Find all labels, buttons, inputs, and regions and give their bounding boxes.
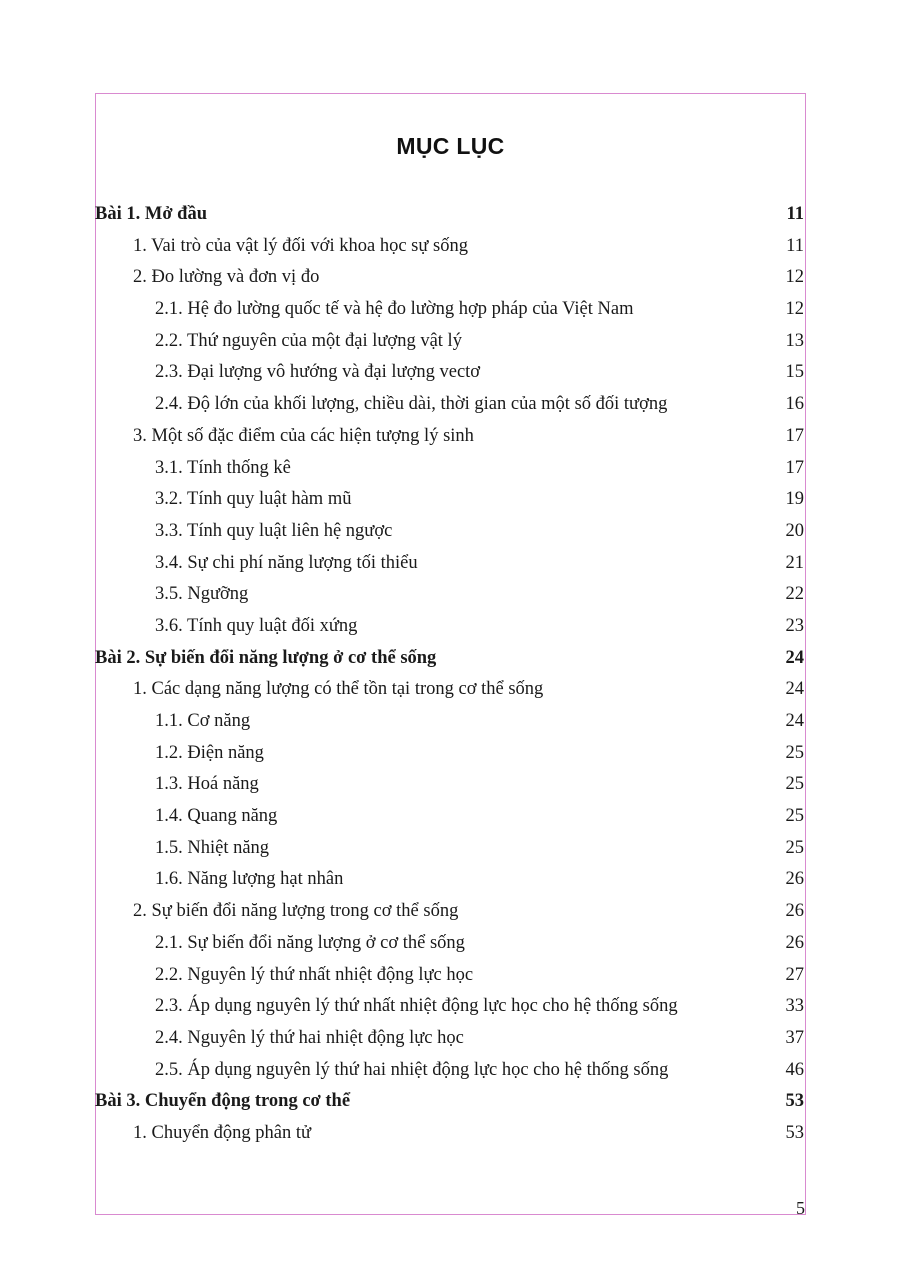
toc-subsection-entry[interactable]	[95, 801, 806, 833]
toc-entry-page-number: 46	[785, 1059, 804, 1080]
table-of-contents	[95, 199, 806, 1150]
toc-entry-title: 2. Đo lường và đơn vị đo	[133, 267, 320, 288]
toc-entry-page-number: 17	[785, 457, 804, 478]
toc-entry-page-number: 24	[785, 711, 804, 731]
toc-section-entry[interactable]	[95, 421, 806, 453]
toc-entry-page-number: 26	[785, 932, 804, 953]
toc-subsection-entry[interactable]	[95, 484, 806, 516]
toc-entry-title: 2.1. Sự biến đổi năng lượng ở cơ thể sống	[155, 932, 465, 953]
toc-subsection-entry[interactable]	[95, 738, 806, 770]
toc-entry-title: 1.4. Quang năng	[155, 806, 278, 827]
toc-entry-page-number: 11	[786, 204, 804, 224]
toc-entry-title: 2.2. Nguyên lý thứ nhất nhiệt động lực học	[155, 964, 474, 985]
toc-entry-page-number: 37	[785, 1027, 804, 1048]
toc-subsection-entry[interactable]	[95, 389, 806, 421]
toc-entry-page-number: 53	[785, 1122, 804, 1143]
toc-entry-page-number: 21	[785, 552, 804, 573]
page-number: 5	[796, 1198, 805, 1218]
toc-subsection-entry[interactable]	[95, 991, 806, 1023]
toc-lesson-entry[interactable]	[95, 199, 806, 231]
toc-subsection-entry[interactable]	[95, 548, 806, 580]
toc-entry-title: 1.2. Điện năng	[155, 742, 264, 763]
toc-lesson-entry[interactable]	[95, 643, 806, 675]
toc-entry-page-number: 26	[785, 901, 804, 922]
toc-entry-page-number: 22	[785, 584, 804, 605]
page-title: MỤC LỤC	[396, 133, 505, 159]
toc-subsection-entry[interactable]	[95, 579, 806, 611]
toc-entry-title: 1.5. Nhiệt năng	[155, 837, 270, 858]
toc-subsection-entry[interactable]	[95, 928, 806, 960]
toc-entry-page-number: 17	[785, 425, 804, 446]
toc-entry-title: 1.1. Cơ năng	[155, 711, 251, 731]
toc-section-entry[interactable]	[95, 262, 806, 294]
toc-entry-title: 3.4. Sự chi phí năng lượng tối thiểu	[155, 552, 418, 573]
toc-entry-page-number: 12	[785, 267, 804, 288]
toc-section-entry[interactable]	[95, 896, 806, 928]
toc-entry-title: 2.4. Độ lớn của khối lượng, chiều dài, thời gian của một số đối tượng	[155, 394, 668, 415]
toc-entry-page-number: 24	[785, 647, 804, 668]
toc-entry-title: 1.3. Hoá năng	[155, 774, 259, 795]
toc-entry-title: Bài 1. Mở đầu	[95, 204, 208, 224]
toc-entry-page-number: 25	[785, 837, 804, 858]
toc-entry-title: 3.6. Tính quy luật đối xứng	[155, 615, 358, 636]
toc-subsection-entry[interactable]	[95, 1055, 806, 1087]
toc-subsection-entry[interactable]	[95, 357, 806, 389]
toc-subsection-entry[interactable]	[95, 516, 806, 548]
toc-entry-title: 3.1. Tính thống kê	[155, 457, 291, 478]
toc-entry-page-number: 26	[785, 869, 804, 890]
toc-subsection-entry[interactable]	[95, 294, 806, 326]
toc-entry-title: 2.2. Thứ nguyên của một đại lượng vật lý	[155, 330, 462, 351]
toc-entry-page-number: 12	[785, 299, 804, 320]
toc-subsection-entry[interactable]	[95, 453, 806, 485]
toc-entry-title: 1. Các dạng năng lượng có thể tồn tại trong cơ thể sống	[133, 679, 544, 700]
toc-entry-title: 2.5. Áp dụng nguyên lý thứ hai nhiệt động lực học cho hệ thống sống	[155, 1059, 669, 1080]
toc-entry-title: Bài 3. Chuyển động trong cơ thể	[95, 1091, 351, 1112]
toc-entry-page-number: 11	[786, 235, 804, 256]
toc-entry-page-number: 25	[785, 742, 804, 763]
toc-entry-title: 3.5. Ngưỡng	[155, 584, 249, 605]
toc-entry-page-number: 23	[785, 615, 804, 636]
toc-subsection-entry[interactable]	[95, 960, 806, 992]
toc-subsection-entry[interactable]	[95, 706, 806, 738]
toc-subsection-entry[interactable]	[95, 1023, 806, 1055]
toc-section-entry[interactable]	[95, 231, 806, 263]
toc-entry-page-number: 24	[785, 679, 804, 700]
toc-entry-title: 3.3. Tính quy luật liên hệ ngược	[155, 520, 393, 541]
toc-entry-title: 3.2. Tính quy luật hàm mũ	[155, 489, 352, 510]
toc-entry-title: 3. Một số đặc điểm của các hiện tượng lý sinh	[133, 425, 474, 446]
toc-lesson-entry[interactable]	[95, 1086, 806, 1118]
toc-subsection-entry[interactable]	[95, 864, 806, 896]
toc-section-entry[interactable]	[95, 674, 806, 706]
toc-entry-title: 1.6. Năng lượng hạt nhân	[155, 869, 344, 890]
toc-entry-page-number: 33	[785, 996, 804, 1017]
toc-entry-title: 2.4. Nguyên lý thứ hai nhiệt động lực học	[155, 1027, 464, 1048]
toc-entry-title: 2. Sự biến đổi năng lượng trong cơ thể sống	[133, 901, 459, 922]
toc-entry-page-number: 15	[785, 362, 804, 383]
toc-subsection-entry[interactable]	[95, 769, 806, 801]
toc-entry-title: 2.3. Áp dụng nguyên lý thứ nhất nhiệt động lực học cho hệ thống sống	[155, 996, 678, 1017]
toc-entry-title: 1. Vai trò của vật lý đối với khoa học sự sống	[133, 235, 468, 256]
toc-entry-page-number: 53	[785, 1091, 804, 1112]
toc-entry-page-number: 27	[785, 964, 804, 985]
toc-entry-title: 2.1. Hệ đo lường quốc tế và hệ đo lường hợp pháp của Việt Nam	[155, 299, 634, 320]
toc-subsection-entry[interactable]	[95, 611, 806, 643]
toc-entry-page-number: 25	[785, 806, 804, 827]
toc-entry-title: 1. Chuyển động phân tử	[133, 1122, 312, 1143]
toc-subsection-entry[interactable]	[95, 326, 806, 358]
toc-subsection-entry[interactable]	[95, 833, 806, 865]
toc-entry-title: Bài 2. Sự biến đổi năng lượng ở cơ thể sống	[95, 647, 437, 668]
toc-entry-page-number: 13	[785, 330, 804, 351]
toc-entry-page-number: 20	[785, 520, 804, 541]
toc-section-entry[interactable]	[95, 1118, 806, 1150]
toc-entry-page-number: 19	[785, 489, 804, 510]
toc-entry-page-number: 16	[785, 394, 804, 415]
toc-entry-title: 2.3. Đại lượng vô hướng và đại lượng vectơ	[155, 362, 481, 383]
toc-entry-page-number: 25	[785, 774, 804, 795]
